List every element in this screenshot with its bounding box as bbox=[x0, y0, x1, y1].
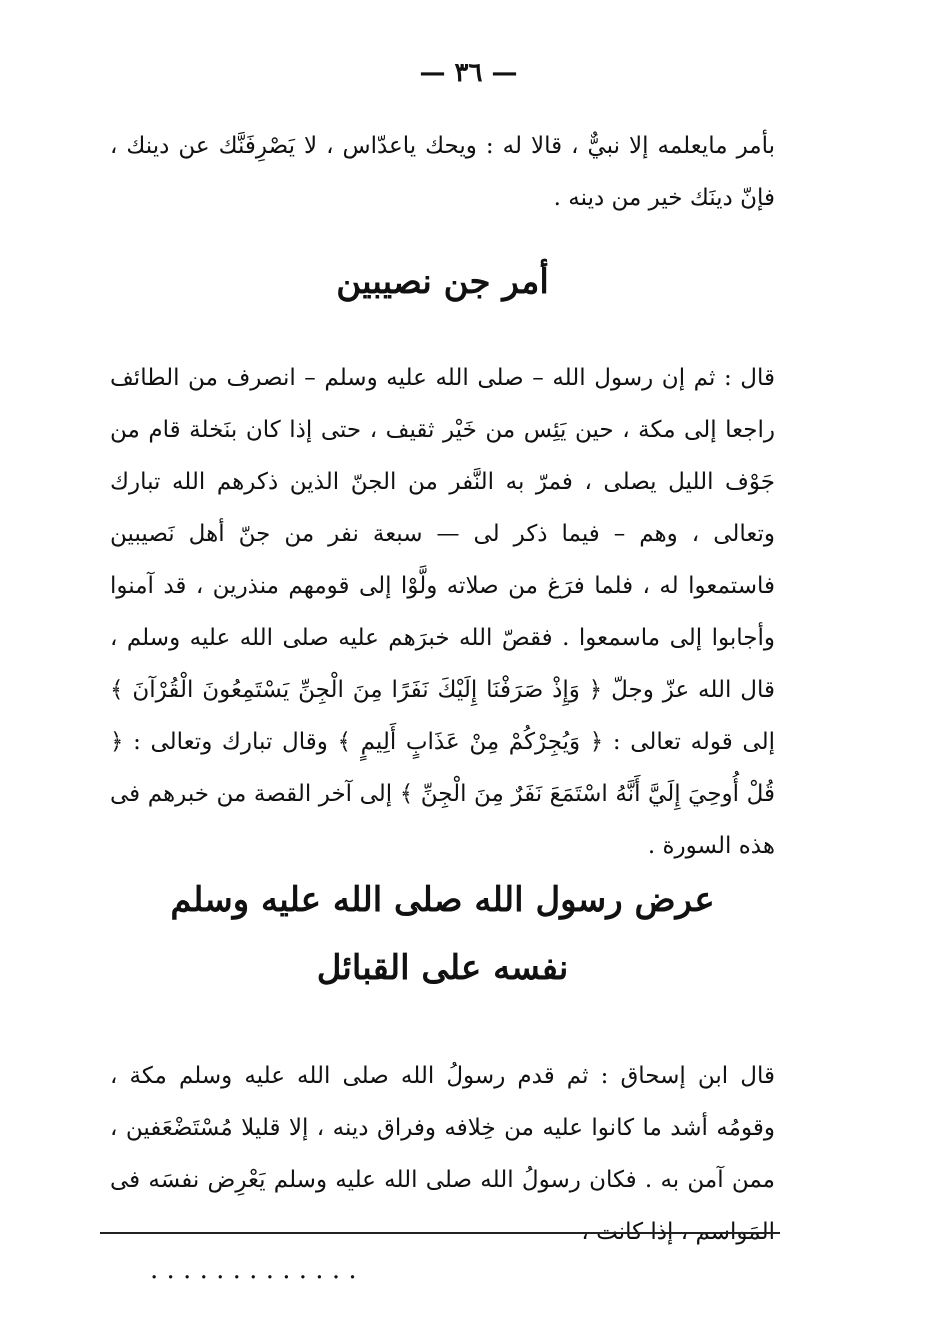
page-number: — ٣٦ — bbox=[419, 58, 518, 88]
section2-body-text: قال ابن إسحاق : ثم قدم رسولُ الله صلى الله عليه وسلم مكة ، وقومُه أشد ما كانوا عليه من خِلافه وفراق دينه ، إلا قليلا مُسْتَضْعَفين ، ممن آمن به . فكان رسولُ الله صلى الله عليه وسلم يَعْرِض نفسَه فى المَواسم ، إذا كانت ، bbox=[110, 1063, 775, 1245]
intro-paragraph bbox=[110, 120, 775, 224]
footer-dots: . . . . . . . . . . . . . bbox=[150, 1255, 357, 1285]
section2-body bbox=[110, 1050, 775, 1258]
section1-body bbox=[110, 352, 775, 872]
section1-body-text: قال : ثم إن رسول الله – صلى الله عليه وسلم – انصرف من الطائف راجعا إلى مكة ، حين يَئِس من خَيْر ثقيف ، حتى إذا كان بنَخلة قام من جَوْف الليل يصلى ، فمرّ به النَّفر من الجنّ الذين ذكرهم الله تبارك وتعالى ، وهم – فيما ذكر لى — سبعة نفر من جنّ أهل نَصيبين فاستمعوا له ، فلما فرَغ من صلاته ولَّوْا إلى قومهم منذرين ، قد آمنوا وأجابوا إلى ماسمعوا . فقصّ الله خبرَهم عليه صلى الله عليه وسلم ، قال الله عزّ وجلّ ﴿ وَإِذْ صَرَفْنَا إِلَيْكَ نَفَرًا مِنَ الْجِنِّ يَسْتَمِعُونَ الْقُرْآنَ ﴾ إلى قوله تعالى : ﴿ وَيُجِرْكُمْ مِنْ عَذَابٍ أَلِيمٍ ﴾ وقال تبارك وتعالى : ﴿ قُلْ أُوحِيَ إِلَيَّ أَنَّهُ اسْتَمَعَ نَفَرٌ مِنَ الْجِنِّ ﴾ إلى آخر القصة من خبرهم فى هذه السورة . bbox=[110, 365, 775, 859]
footer-rule bbox=[100, 1232, 780, 1234]
section-title-line2: نفسه على القبائل bbox=[316, 948, 569, 988]
section-title-jinn-nasibin: أمر جن نصيبين bbox=[336, 262, 549, 302]
section-title-line1: عرض رسول الله صلى الله عليه وسلم bbox=[170, 880, 715, 920]
intro-paragraph-text: بأمر مايعلمه إلا نبيٌّ ، قالا له : ويحك ياعدّاس ، لا يَصْرِفَنَّك عن دينك ، فإنّ دينَك خير من دينه . bbox=[110, 133, 775, 211]
